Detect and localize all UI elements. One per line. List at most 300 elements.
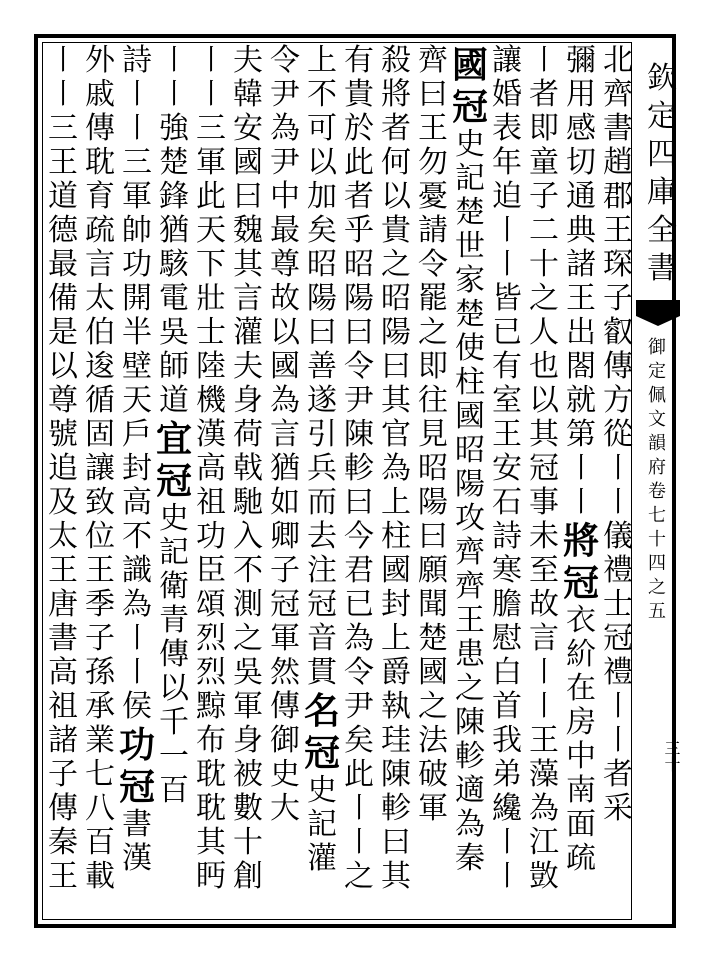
glyph: 冠 <box>603 621 633 656</box>
glyph: 憂 <box>418 179 448 214</box>
glyph: 首 <box>492 689 522 724</box>
glyph: 珪 <box>381 723 411 758</box>
glyph: 昭 <box>455 433 485 468</box>
glyph: 於 <box>344 111 374 146</box>
side-glyph: 七 <box>648 505 666 526</box>
text-column <box>378 44 414 894</box>
glyph: 衛 <box>159 569 189 604</box>
side-glyph: 韻 <box>648 433 666 454</box>
glyph: 〡 <box>492 859 522 894</box>
glyph: 功 <box>196 519 226 554</box>
glyph: 太 <box>85 281 115 316</box>
glyph: 道 <box>48 179 78 214</box>
glyph: 兵 <box>307 451 337 486</box>
glyph: 貴 <box>381 213 411 248</box>
glyph: 德 <box>48 213 78 248</box>
glyph: 房 <box>566 705 596 740</box>
glyph: 罷 <box>418 281 448 316</box>
glyph: 被 <box>233 757 263 792</box>
glyph: 安 <box>233 111 263 146</box>
glyph: 子 <box>603 281 633 316</box>
glyph: 外 <box>85 43 115 78</box>
glyph: 齊 <box>455 569 485 604</box>
glyph: 耽 <box>196 757 226 792</box>
glyph: 之 <box>455 671 485 706</box>
glyph: 君 <box>344 553 374 588</box>
glyph: 故 <box>270 281 300 316</box>
glyph: 〡 <box>566 485 596 520</box>
glyph: 齊 <box>418 43 448 78</box>
glyph: 強 <box>159 111 189 146</box>
glyph: 軫 <box>455 739 485 774</box>
glyph: 千 <box>159 705 189 740</box>
glyph: 遂 <box>307 383 337 418</box>
glyph: 陸 <box>196 349 226 384</box>
glyph: 高 <box>122 485 152 520</box>
glyph: 韓 <box>233 77 263 112</box>
glyph: 尹 <box>270 145 300 180</box>
glyph: 秦 <box>48 825 78 860</box>
glyph: 高 <box>196 451 226 486</box>
glyph: 疏 <box>566 841 596 876</box>
glyph: 馳 <box>233 485 263 520</box>
glyph: 適 <box>455 773 485 808</box>
glyph: 御 <box>270 723 300 758</box>
glyph: 烈 <box>196 621 226 656</box>
glyph: 纔 <box>492 791 522 826</box>
glyph: 〡 <box>492 213 522 248</box>
glyph: 三 <box>196 111 226 146</box>
glyph: 數 <box>233 791 263 826</box>
glyph: 善 <box>307 349 337 384</box>
glyph: 〡 <box>529 689 559 724</box>
text-column <box>452 44 488 876</box>
glyph: 曰 <box>307 315 337 350</box>
glyph: 有 <box>344 43 374 78</box>
glyph: 尊 <box>270 247 300 282</box>
glyph: 童 <box>529 145 559 180</box>
glyph: 冠 <box>563 562 600 604</box>
glyph: 太 <box>48 519 78 554</box>
glyph: 傳 <box>85 111 115 146</box>
glyph: 冠 <box>270 587 300 622</box>
glyph: 臣 <box>196 553 226 588</box>
glyph: 〡 <box>48 77 78 112</box>
glyph: 禮 <box>603 655 633 690</box>
glyph: 王 <box>566 281 596 316</box>
title-glyph: 全 <box>647 213 677 248</box>
glyph: 楚 <box>159 145 189 180</box>
glyph: 我 <box>492 723 522 758</box>
glyph: 〡 <box>492 247 522 282</box>
glyph: 事 <box>529 485 559 520</box>
glyph: 諸 <box>566 247 596 282</box>
glyph: 可 <box>307 111 337 146</box>
glyph: 為 <box>122 587 152 622</box>
glyph: 循 <box>85 383 115 418</box>
glyph: 〡 <box>603 451 633 486</box>
glyph: 秦 <box>455 841 485 876</box>
glyph: 封 <box>381 587 411 622</box>
glyph: 八 <box>85 791 115 826</box>
glyph: 尊 <box>48 383 78 418</box>
glyph: 軍 <box>122 179 152 214</box>
glyph: 十 <box>233 825 263 860</box>
glyph: 〡 <box>159 43 189 78</box>
glyph: 請 <box>418 213 448 248</box>
glyph: 功 <box>122 247 152 282</box>
glyph: 駭 <box>159 247 189 282</box>
glyph: 國 <box>455 399 485 434</box>
glyph: 不 <box>233 553 263 588</box>
glyph: 陳 <box>455 705 485 740</box>
glyph: 趙 <box>603 145 633 180</box>
glyph: 即 <box>418 349 448 384</box>
glyph: 史 <box>159 501 189 536</box>
glyph: 祖 <box>196 485 226 520</box>
glyph: 閤 <box>566 349 596 384</box>
glyph: 天 <box>122 383 152 418</box>
glyph: 琛 <box>603 247 633 282</box>
glyph: 言 <box>85 247 115 282</box>
glyph: 荷 <box>233 417 263 452</box>
glyph: 十 <box>529 247 559 282</box>
glyph: 七 <box>85 757 115 792</box>
glyph: 以 <box>159 671 189 706</box>
glyph: 此 <box>344 145 374 180</box>
glyph: 讓 <box>85 451 115 486</box>
glyph: 曰 <box>344 315 374 350</box>
glyph: 戚 <box>85 77 115 112</box>
glyph: 禮 <box>603 553 633 588</box>
side-glyph: 府 <box>648 457 666 478</box>
glyph: 年 <box>492 145 522 180</box>
glyph: 讓 <box>492 43 522 78</box>
glyph: 楚 <box>455 195 485 230</box>
glyph: 何 <box>381 145 411 180</box>
glyph: 士 <box>196 315 226 350</box>
glyph: 至 <box>529 553 559 588</box>
glyph: 乎 <box>344 213 374 248</box>
glyph: 以 <box>48 349 78 384</box>
glyph: 子 <box>270 553 300 588</box>
glyph: 昭 <box>418 451 448 486</box>
glyph: 令 <box>270 43 300 78</box>
glyph: 〡 <box>344 825 374 860</box>
glyph: 史 <box>455 127 485 162</box>
glyph: 〡 <box>529 43 559 78</box>
glyph: 儀 <box>603 519 633 554</box>
glyph: 面 <box>566 807 596 842</box>
glyph: 道 <box>159 383 189 418</box>
glyph: 其 <box>529 417 559 452</box>
glyph: 詩 <box>492 519 522 554</box>
text-column <box>489 44 525 894</box>
glyph: 第 <box>566 417 596 452</box>
glyph: 猶 <box>159 213 189 248</box>
glyph: 彌 <box>566 43 596 78</box>
glyph: 王 <box>529 723 559 758</box>
glyph: 子 <box>85 621 115 656</box>
glyph: 聞 <box>418 587 448 622</box>
glyph: 國 <box>233 145 263 180</box>
glyph: 迫 <box>492 179 522 214</box>
title-glyph: 書 <box>647 251 677 286</box>
glyph: 之 <box>344 859 374 894</box>
glyph: 昭 <box>307 247 337 282</box>
glyph: 天 <box>196 213 226 248</box>
glyph: 加 <box>307 179 337 214</box>
glyph: 昭 <box>344 247 374 282</box>
glyph: 〡 <box>159 77 189 112</box>
glyph: 冠 <box>304 732 341 774</box>
glyph: 記 <box>307 807 337 842</box>
glyph: 唐 <box>48 587 78 622</box>
glyph: 百 <box>159 773 189 808</box>
glyph: 軫 <box>344 451 374 486</box>
glyph: 封 <box>122 451 152 486</box>
glyph: 柱 <box>455 365 485 400</box>
glyph: 〡 <box>122 77 152 112</box>
glyph: 子 <box>48 757 78 792</box>
glyph: 王 <box>603 213 633 248</box>
glyph: 上 <box>307 43 337 78</box>
glyph: 之 <box>381 247 411 282</box>
glyph: 音 <box>307 621 337 656</box>
glyph: 宜 <box>156 418 193 460</box>
glyph: 載 <box>85 859 115 894</box>
glyph: 高 <box>48 655 78 690</box>
glyph: 夫 <box>233 43 263 78</box>
side-glyph: 卷 <box>648 481 666 502</box>
glyph: 傳 <box>159 637 189 672</box>
glyph: 家 <box>455 263 485 298</box>
glyph: 戶 <box>122 417 152 452</box>
glyph: 侯 <box>122 689 152 724</box>
glyph: 其 <box>381 859 411 894</box>
glyph: 在 <box>566 671 596 706</box>
glyph: 白 <box>492 655 522 690</box>
side-glyph: 四 <box>648 553 666 574</box>
glyph: 冠 <box>529 451 559 486</box>
glyph: 寒 <box>492 553 522 588</box>
glyph: 〡 <box>122 621 152 656</box>
glyph: 名 <box>304 690 341 732</box>
glyph: 衣 <box>566 603 596 638</box>
glyph: 安 <box>492 451 522 486</box>
glyph: 貫 <box>307 655 337 690</box>
glyph: 冠 <box>307 587 337 622</box>
glyph: 之 <box>418 315 448 350</box>
glyph: 陽 <box>455 467 485 502</box>
glyph: 已 <box>344 587 374 622</box>
glyph: 夫 <box>233 349 263 384</box>
glyph: 〡 <box>492 825 522 860</box>
title-glyph: 四 <box>647 137 677 172</box>
glyph: 軍 <box>418 791 448 826</box>
glyph: 昭 <box>381 281 411 316</box>
glyph: 眄 <box>196 859 226 894</box>
side-glyph: 文 <box>648 409 666 430</box>
glyph: 如 <box>270 485 300 520</box>
glyph: 將 <box>381 77 411 112</box>
glyph: 言 <box>529 621 559 656</box>
glyph: 記 <box>455 161 485 196</box>
text-column <box>304 44 340 876</box>
glyph: 〡 <box>122 111 152 146</box>
book-title <box>647 60 677 288</box>
glyph: 孫 <box>85 655 115 690</box>
glyph: 電 <box>159 281 189 316</box>
title-glyph: 欽 <box>647 61 677 96</box>
glyph: 國 <box>418 655 448 690</box>
side-glyph: 佩 <box>648 385 666 406</box>
glyph: 已 <box>492 315 522 350</box>
glyph: 國 <box>270 349 300 384</box>
glyph: 子 <box>529 179 559 214</box>
side-glyph: 之 <box>648 577 666 598</box>
glyph: 追 <box>48 451 78 486</box>
glyph: 漢 <box>196 417 226 452</box>
glyph: 漢 <box>122 841 152 876</box>
glyph: 以 <box>307 145 337 180</box>
glyph: 創 <box>233 859 263 894</box>
glyph: 〡 <box>529 655 559 690</box>
glyph: 其 <box>196 825 226 860</box>
glyph: 之 <box>529 281 559 316</box>
glyph: 書 <box>603 111 633 146</box>
glyph: 中 <box>566 739 596 774</box>
glyph: 曰 <box>233 179 263 214</box>
glyph: 開 <box>122 281 152 316</box>
glyph: 柱 <box>381 519 411 554</box>
glyph: 三 <box>122 145 152 180</box>
glyph: 齊 <box>603 77 633 112</box>
glyph: 王 <box>48 859 78 894</box>
glyph: 固 <box>85 417 115 452</box>
text-column <box>341 44 377 894</box>
glyph: 伯 <box>85 315 115 350</box>
glyph: 破 <box>418 757 448 792</box>
glyph: 以 <box>529 383 559 418</box>
glyph: 一 <box>159 739 189 774</box>
glyph: 陽 <box>418 485 448 520</box>
glyph: 國 <box>452 44 489 86</box>
glyph: 最 <box>270 213 300 248</box>
side-glyph: 五 <box>648 601 666 622</box>
glyph: 為 <box>270 383 300 418</box>
glyph: 見 <box>418 417 448 452</box>
text-column <box>600 44 636 826</box>
glyph: 令 <box>344 655 374 690</box>
glyph: 為 <box>455 807 485 842</box>
glyph: 藻 <box>529 757 559 792</box>
glyph: 〡 <box>344 791 374 826</box>
glyph: 即 <box>529 111 559 146</box>
margin-title <box>642 60 682 288</box>
glyph: 百 <box>85 825 115 860</box>
glyph: 冠 <box>119 766 156 808</box>
text-column <box>193 44 229 894</box>
glyph: 人 <box>529 315 559 350</box>
glyph: 不 <box>307 77 337 112</box>
glyph: 身 <box>233 723 263 758</box>
side-glyph: 定 <box>648 361 666 382</box>
glyph: 未 <box>529 519 559 554</box>
glyph: 士 <box>603 587 633 622</box>
glyph: 婚 <box>492 77 522 112</box>
glyph: 黥 <box>196 689 226 724</box>
glyph: 其 <box>233 247 263 282</box>
glyph: 之 <box>233 621 263 656</box>
glyph: 鋒 <box>159 179 189 214</box>
glyph: 頌 <box>196 587 226 622</box>
glyph: 慰 <box>492 621 522 656</box>
glyph: 弟 <box>492 757 522 792</box>
glyph: 國 <box>381 553 411 588</box>
glyph: 法 <box>418 723 448 758</box>
glyph: 布 <box>196 723 226 758</box>
glyph: 膽 <box>492 587 522 622</box>
glyph: 表 <box>492 111 522 146</box>
glyph: 矣 <box>307 213 337 248</box>
glyph: 北 <box>603 43 633 78</box>
glyph: 冠 <box>452 86 489 128</box>
glyph: 機 <box>196 383 226 418</box>
glyph: 者 <box>603 757 633 792</box>
glyph: 育 <box>85 179 115 214</box>
side-heading <box>648 336 666 624</box>
glyph: 吳 <box>159 315 189 350</box>
glyph: 軍 <box>196 145 226 180</box>
glyph: 〡 <box>196 43 226 78</box>
glyph: 尹 <box>344 689 374 724</box>
glyph: 識 <box>122 553 152 588</box>
glyph: 魏 <box>233 213 263 248</box>
glyph: 承 <box>85 689 115 724</box>
glyph: 王 <box>455 603 485 638</box>
glyph: 世 <box>455 229 485 264</box>
glyph: 使 <box>455 331 485 366</box>
glyph: 位 <box>85 519 115 554</box>
glyph: 季 <box>85 587 115 622</box>
glyph: 〡 <box>48 43 78 78</box>
glyph: 此 <box>344 757 374 792</box>
glyph: 將 <box>563 520 600 562</box>
glyph: 是 <box>48 315 78 350</box>
glyph: 官 <box>381 417 411 452</box>
glyph: 猶 <box>270 451 300 486</box>
glyph: 〡 <box>603 723 633 758</box>
glyph: 矣 <box>344 723 374 758</box>
glyph: 〡 <box>566 451 596 486</box>
glyph: 然 <box>270 655 300 690</box>
glyph: 史 <box>270 757 300 792</box>
glyph: 石 <box>492 485 522 520</box>
glyph: 功 <box>119 724 156 766</box>
fish-tail-mark <box>636 300 680 316</box>
glyph: 患 <box>455 637 485 672</box>
text-column <box>45 44 81 894</box>
glyph: 三 <box>48 111 78 146</box>
glyph: 引 <box>307 417 337 452</box>
glyph: 陽 <box>381 315 411 350</box>
glyph: 也 <box>529 349 559 384</box>
glyph: 典 <box>566 213 596 248</box>
glyph: 不 <box>122 519 152 554</box>
glyph: 曰 <box>381 349 411 384</box>
glyph: 尹 <box>344 383 374 418</box>
